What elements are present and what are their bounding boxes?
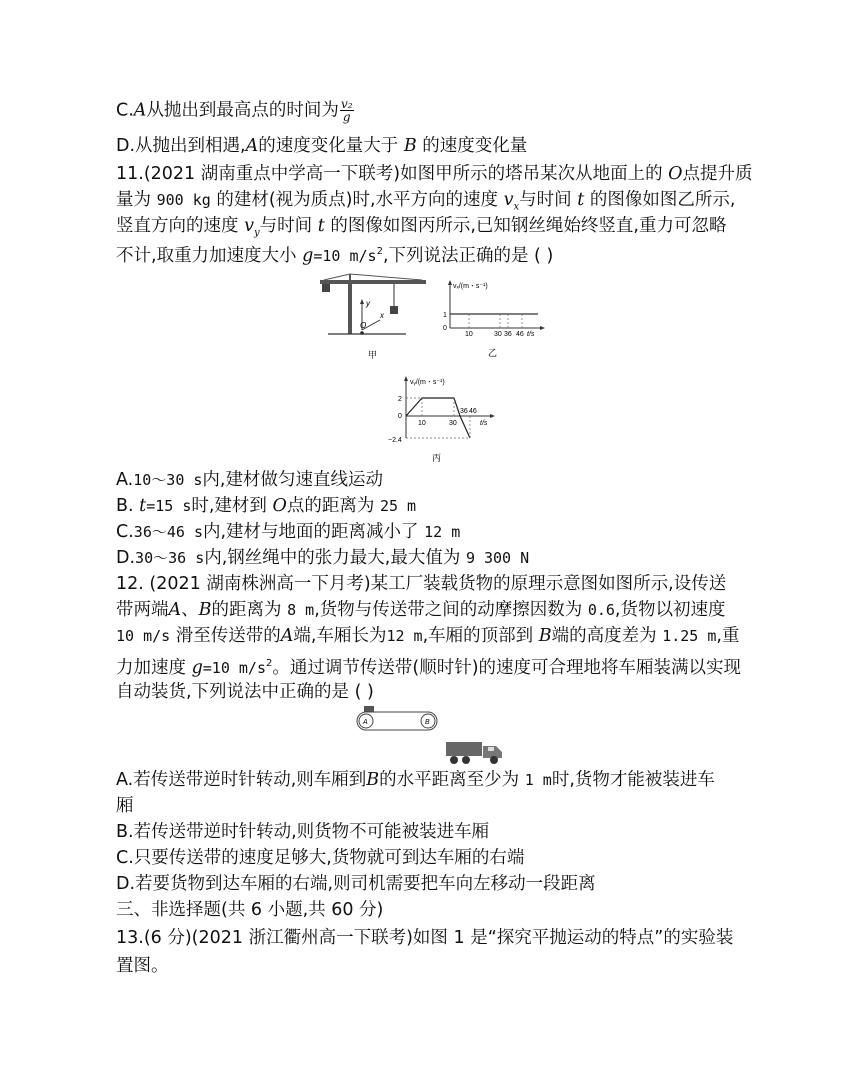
figure-conveyor-truck — [350, 704, 510, 766]
q12-stem-line2: 带两端A、B的距离为 8 m,货物与传送带之间的动摩擦因数为 0.6,货物以初速度 — [116, 600, 726, 620]
bing-y-tick-2: 2 — [398, 396, 402, 403]
bing-x-tick: 30 — [449, 420, 457, 427]
yi-y-title: vₓ/(m・s⁻¹) — [453, 283, 488, 290]
bing-y-tick-0: 0 — [398, 413, 402, 420]
q11-option-c: C.36～46 s内,建材与地面的距离减小了 12 m — [116, 522, 461, 542]
q11-stem-line1: 11.(2021 湖南重点中学高一下联考)如图甲所示的塔吊某次从地面上的 O点提升质 — [116, 164, 753, 184]
section-heading: 三、非选择题(共 6 小题,共 60 分) — [116, 900, 384, 920]
material-block — [390, 306, 398, 314]
q12-option-d: D.若要货物到达车厢的右端,则司机需要把车向左移动一段距离 — [116, 874, 596, 894]
counterweight-block — [322, 284, 330, 292]
q12-stem-line1: 12. (2021 湖南株洲高一下月考)某工厂装载货物的原理示意图如图所示,设传送 — [116, 574, 727, 594]
yi-y-tick-0: 0 — [443, 325, 447, 332]
q12-stem-line4: 力加速度 g=10 $m/s^2$。通过调节传送带(顺时针)的速度可合理地将车厢装满以实现 — [116, 657, 742, 678]
bing-x-title: t/s — [480, 420, 488, 427]
q12-option-b: B.若传送带逆时针转动,则货物不可能被装进车厢 — [116, 822, 490, 842]
fraction-v2-over-g: $\frac{\text{v₂}}{g}$ — [340, 97, 353, 124]
bing-x-tick: 10 — [418, 420, 426, 427]
q13-stem-line2: 置图。 — [116, 956, 169, 976]
figure-jia-tower-crane — [318, 272, 428, 364]
crane-jib — [320, 280, 426, 284]
q12-option-c: C.只要传送带的速度足够大,货物就可到达车厢的右端 — [116, 848, 525, 868]
x-axis-label: x — [380, 311, 384, 320]
bing-vy-curve — [406, 398, 470, 438]
caption-bing: 丙 — [432, 453, 442, 463]
cargo-box — [364, 706, 374, 712]
crane-tower — [348, 280, 352, 334]
q11-option-d: D.30～36 s内,钢丝绳中的张力最大,最大值为 9 300 N — [116, 548, 530, 568]
q10-option-c: C.A从抛出到最高点的时间为 $\frac{\text{v₂}}{g}$ — [116, 97, 353, 124]
yi-x-tick: 30 — [494, 331, 502, 338]
q12-option-a-cont: 厢 — [116, 796, 134, 816]
wheel-a-label: A — [363, 719, 368, 726]
y-axis-label: y — [366, 299, 370, 308]
q12-option-a: A.若传送带逆时针转动,则车厢到B的水平距离至少为 1 m时,货物才能被装进车 — [116, 770, 715, 790]
bing-y-tick-neg: −2.4 — [388, 437, 402, 444]
bing-y-title: vᵧ/(m・s⁻¹) — [410, 379, 445, 386]
truck-icon — [446, 742, 502, 764]
figure-bing-vy-graph — [388, 372, 500, 466]
yi-x-title: t/s — [527, 331, 535, 338]
wheel-b-label: B — [425, 719, 430, 726]
yi-x-tick: 10 — [465, 331, 473, 338]
origin-label: O — [360, 321, 367, 330]
caption-jia: 甲 — [368, 350, 378, 360]
q11-stem-line4: 不计,取重力加速度大小 g=10 $m/s^2$,下列说法正确的是 ( ) — [116, 245, 554, 266]
q13-stem-line1: 13.(6 分)(2021 浙江衢州高一下联考)如图 1 是“探究平抛运动的特点”的实验装 — [116, 928, 734, 948]
q12-stem-line3: 10 m/s 滑至传送带的A端,车厢长为12 m,车厢的顶部到 B端的高度差为 1.25 m,重 — [116, 626, 740, 646]
q10-option-d: D.从抛出到相遇,A的速度变化量大于 B 的速度变化量 — [116, 136, 528, 156]
q11-option-b: B. t=15 s时,建材到 O点的距离为 25 m — [116, 496, 417, 516]
bing-x-tick: 36 — [460, 408, 468, 415]
q11-stem-line2: 量为 900 kg 的建材(视为质点)时,水平方向的速度 $v_x$与时间 t 的图像如图乙所示, — [116, 190, 736, 213]
figure-yi-vx-graph — [438, 276, 550, 360]
q11-stem-line3: 竖直方向的速度 $v_y$与时间 t 的图像如图丙所示,已知钢丝绳始终竖直,重力可忽略 — [116, 216, 727, 239]
q12-stem-line5: 自动装货,下列说法中正确的是 ( ) — [116, 682, 374, 702]
caption-yi: 乙 — [488, 348, 498, 358]
yi-x-tick: 46 — [516, 331, 524, 338]
yi-x-tick: 36 — [504, 331, 512, 338]
yi-y-tick-1: 1 — [443, 312, 447, 319]
q11-option-a: A.10～30 s内,建材做匀速直线运动 — [116, 470, 383, 490]
bing-x-tick: 46 — [469, 408, 477, 415]
